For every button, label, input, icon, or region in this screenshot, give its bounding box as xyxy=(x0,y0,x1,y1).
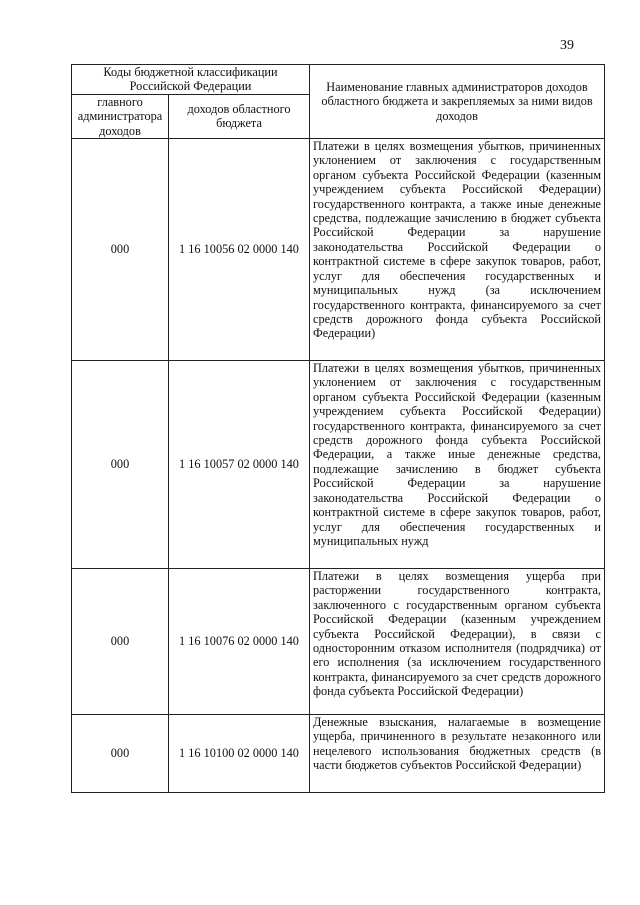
header-regional-revenue: доходов областного бюджета xyxy=(169,94,310,138)
admin-code-cell: 000 xyxy=(72,715,169,793)
description-cell xyxy=(310,569,605,715)
description-text: Платежи в целях возмещения ущерба при расторжении государственного контракта, заключенного с государственным органом субъекта Российской Федерации (казенным учреждением субъекта Российской Федерации), в связи с односторонним отказом исполнителя (подрядчика) от его исполнения (за исключением государственного контракта, финансируемого за счет средств дорожного фонда субъекта Российской Федерации) xyxy=(313,569,601,699)
header-row-top xyxy=(72,65,605,95)
description-cell xyxy=(310,361,605,569)
description-text: Денежные взыскания, налагаемые в возмещение ущерба, причиненного в результате незаконного или нецелевого использования бюджетных средств (в части бюджетов субъектов Российской Федерации) xyxy=(313,715,601,773)
description-text: Платежи в целях возмещения убытков, причиненных уклонением от заключения с государственным органом субъекта Российской Федерации (казенным учреждением субъекта Российской Федерации) государственного контракта, а также иные денежные средства, подлежащие зачислению в бюджет субъекта Российской Федерации за нарушение законодательства Российской Федерации о контрактной системе в сфере закупок товаров, работ, услуг для обеспечения государственных и муниципальных нужд (за исключением государственного контракта, финансируемого за счет средств дорожного фонда субъекта Российской Федерации) xyxy=(313,139,601,341)
description-cell xyxy=(310,139,605,361)
admin-code-cell: 000 xyxy=(72,569,169,715)
header-administrator-name: Наименование главных администраторов доходов областного бюджета и закрепляемых за ними видов доходов xyxy=(310,65,605,139)
table-row xyxy=(72,569,605,715)
table-row xyxy=(72,361,605,569)
description-cell xyxy=(310,715,605,793)
header-budget-codes: Коды бюджетной классификации Российской Федерации xyxy=(72,65,310,95)
revenue-code-cell: 1 16 10057 02 0000 140 xyxy=(169,361,310,569)
revenue-code-cell: 1 16 10056 02 0000 140 xyxy=(169,139,310,361)
table-row xyxy=(72,139,605,361)
admin-code-cell: 000 xyxy=(72,361,169,569)
table-row xyxy=(72,715,605,793)
description-text: Платежи в целях возмещения убытков, причиненных уклонением от заключения с государственным органом субъекта Российской Федерации (казенным учреждением субъекта Российской Федерации) государственного контракта, финансируемого за счет средств дорожного фонда субъекта Российской Федерации, а также иные денежные средства, подлежащие зачислению в бюджет субъекта Российской Федерации за нарушение законодательства Российской Федерации о контрактной системе в сфере закупок товаров, работ, услуг для обеспечения государственных и муниципальных нужд xyxy=(313,361,601,548)
admin-code-cell: 000 xyxy=(72,139,169,361)
budget-classification-table xyxy=(71,64,605,793)
revenue-code-cell: 1 16 10076 02 0000 140 xyxy=(169,569,310,715)
header-chief-administrator: главного администратора доходов xyxy=(72,94,169,138)
revenue-code-cell: 1 16 10100 02 0000 140 xyxy=(169,715,310,793)
page-number: 39 xyxy=(560,38,574,53)
